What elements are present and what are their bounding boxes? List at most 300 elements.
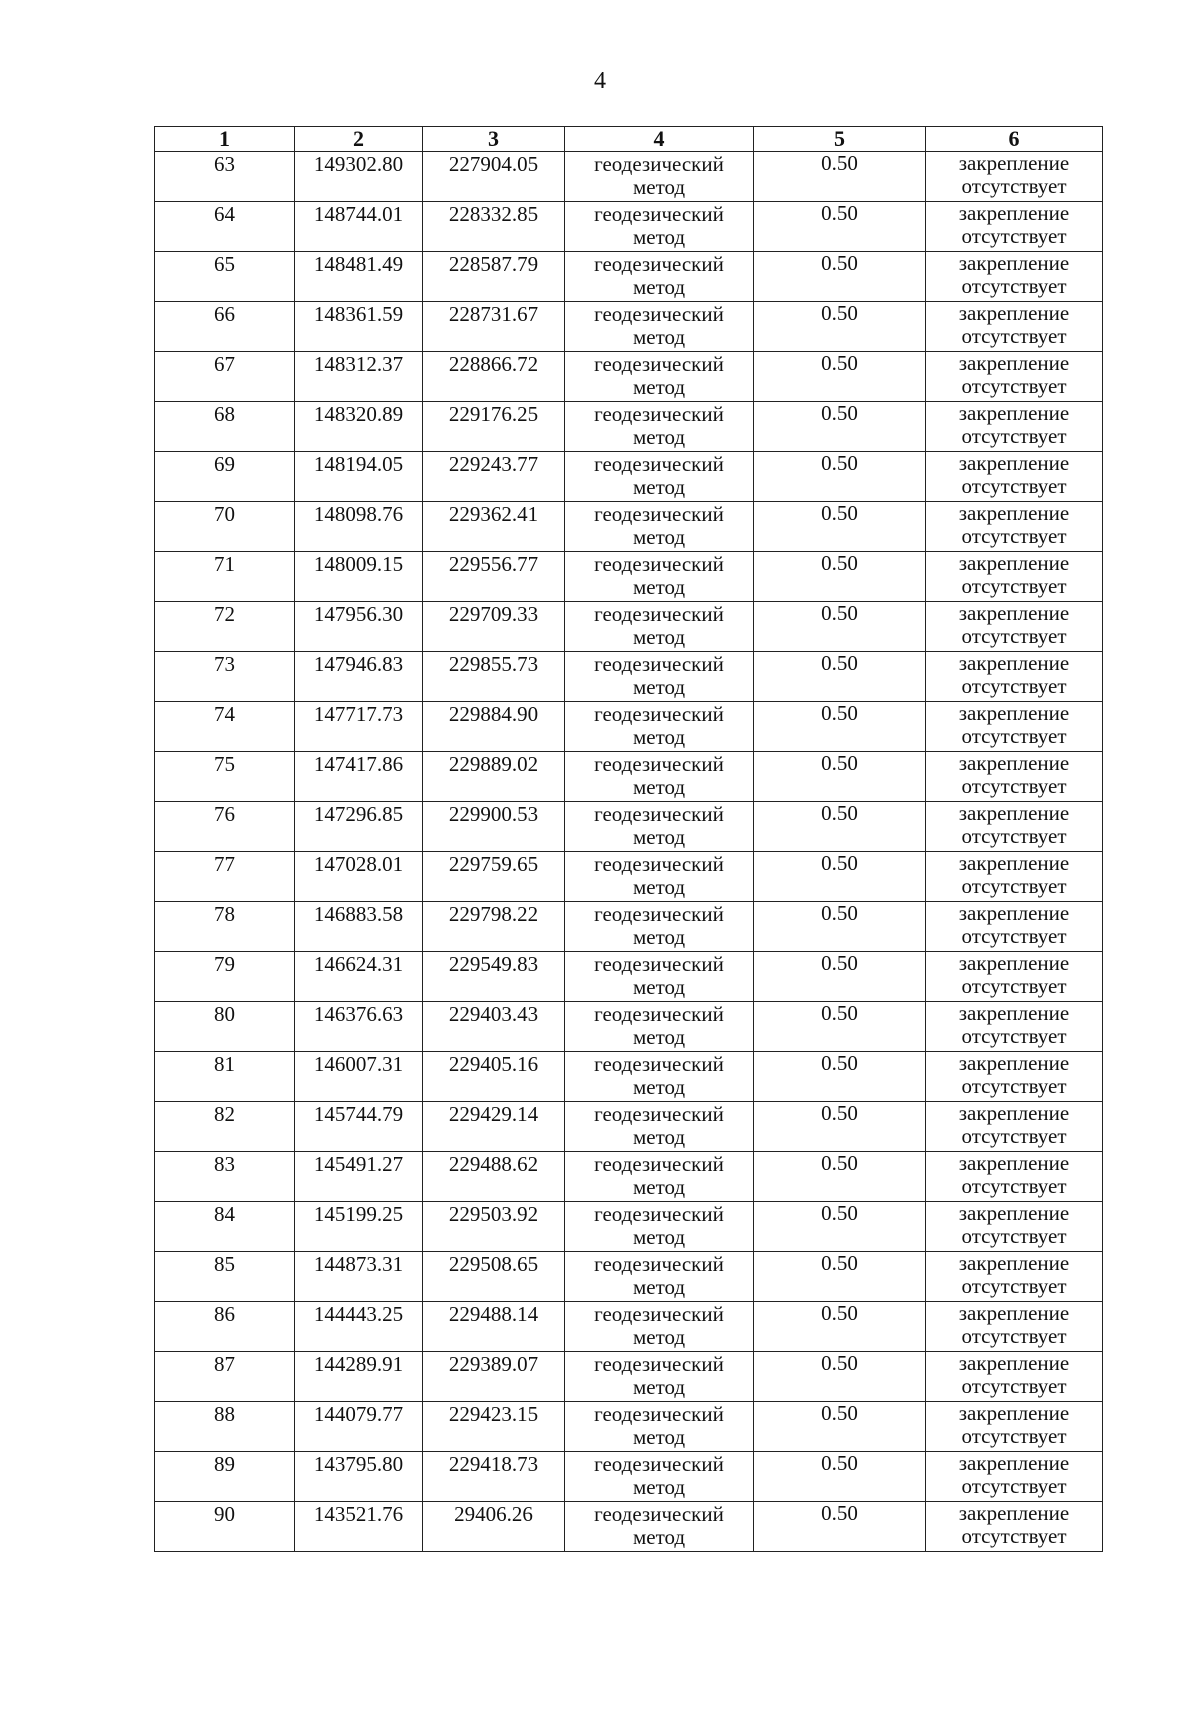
table-row: [155, 1352, 1103, 1402]
point-number-cell: [155, 702, 295, 752]
table-row: [155, 1452, 1103, 1502]
accuracy-cell: [754, 1102, 926, 1152]
x-coordinate-cell: [295, 802, 423, 852]
point-number-cell: [155, 1352, 295, 1402]
accuracy-value: 0.50: [821, 601, 858, 625]
x-coordinate: 149302.80: [313, 152, 404, 176]
fixation-line-2: отсутствует: [961, 1274, 1067, 1298]
fixation-cell: [926, 402, 1103, 452]
accuracy-cell: [754, 452, 926, 502]
method-cell: [565, 1302, 754, 1352]
method-cell: [565, 1102, 754, 1152]
point-number: 71: [214, 552, 235, 576]
column-header: 4: [565, 127, 754, 152]
x-coordinate: 148009.15: [313, 552, 404, 576]
table-row: [155, 452, 1103, 502]
accuracy-cell: [754, 1452, 926, 1502]
method-line-2: метод: [632, 325, 686, 349]
x-coordinate: 146007.31: [313, 1052, 404, 1076]
y-coordinate-cell: [423, 1202, 565, 1252]
table-row: [155, 1152, 1103, 1202]
x-coordinate-cell: [295, 452, 423, 502]
method-cell: [565, 1202, 754, 1252]
accuracy-value: 0.50: [821, 401, 858, 425]
x-coordinate-cell: [295, 1502, 423, 1552]
column-header: 5: [754, 127, 926, 152]
accuracy-cell: [754, 302, 926, 352]
fixation-cell: [926, 202, 1103, 252]
accuracy-cell: [754, 652, 926, 702]
y-coordinate-cell: [423, 1302, 565, 1352]
fixation-cell: [926, 1252, 1103, 1302]
fixation-line-2: отсутствует: [961, 424, 1067, 448]
point-number: 80: [214, 1002, 235, 1026]
table-row: [155, 302, 1103, 352]
accuracy-value: 0.50: [821, 951, 858, 975]
x-coordinate: 143521.76: [313, 1502, 404, 1526]
method-line-1: геодезический: [594, 502, 724, 526]
method-line-1: геодезический: [594, 852, 724, 876]
x-coordinate: 146624.31: [313, 952, 404, 976]
point-number-cell: [155, 402, 295, 452]
y-coordinate-cell: [423, 452, 565, 502]
fixation-line-1: закрепление: [958, 1351, 1070, 1375]
y-coordinate: 229855.73: [448, 652, 539, 676]
method-line-2: метод: [632, 275, 686, 299]
point-number-cell: [155, 1252, 295, 1302]
method-line-1: геодезический: [594, 702, 724, 726]
table-row: [155, 902, 1103, 952]
table-row: [155, 1202, 1103, 1252]
x-coordinate-cell: [295, 602, 423, 652]
fixation-line-1: закрепление: [958, 901, 1070, 925]
fixation-cell: [926, 752, 1103, 802]
point-number: 87: [214, 1352, 235, 1376]
point-number: 63: [214, 152, 235, 176]
point-number: 69: [214, 452, 235, 476]
y-coordinate-cell: [423, 1152, 565, 1202]
accuracy-value: 0.50: [821, 301, 858, 325]
y-coordinate: 229549.83: [448, 952, 539, 976]
y-coordinate: 229709.33: [448, 602, 539, 626]
point-number-cell: [155, 802, 295, 852]
y-coordinate: 228332.85: [448, 202, 539, 226]
accuracy-value: 0.50: [821, 201, 858, 225]
accuracy-value: 0.50: [821, 801, 858, 825]
table-row: [155, 752, 1103, 802]
x-coordinate: 148312.37: [313, 352, 404, 376]
y-coordinate-cell: [423, 1102, 565, 1152]
method-line-2: метод: [632, 825, 686, 849]
fixation-line-1: закрепление: [958, 1201, 1070, 1225]
x-coordinate: 147028.01: [313, 852, 404, 876]
y-coordinate: 227904.05: [448, 152, 539, 176]
point-number: 70: [214, 502, 235, 526]
method-cell: [565, 152, 754, 202]
page-number: 4: [594, 68, 606, 94]
column-header: 1: [155, 127, 295, 152]
method-cell: [565, 552, 754, 602]
y-coordinate-cell: [423, 1352, 565, 1402]
table-body: [155, 152, 1103, 1552]
y-coordinate-cell: [423, 402, 565, 452]
accuracy-cell: [754, 1402, 926, 1452]
accuracy-value: 0.50: [821, 1501, 858, 1525]
x-coordinate: 147946.83: [313, 652, 404, 676]
accuracy-cell: [754, 852, 926, 902]
point-number: 88: [214, 1402, 235, 1426]
table-row: [155, 1102, 1103, 1152]
point-number-cell: [155, 652, 295, 702]
accuracy-cell: [754, 1052, 926, 1102]
method-line-2: метод: [632, 1225, 686, 1249]
x-coordinate: 146883.58: [313, 902, 404, 926]
point-number-cell: [155, 1002, 295, 1052]
method-line-1: геодезический: [594, 402, 724, 426]
x-coordinate: 143795.80: [313, 1452, 404, 1476]
accuracy-cell: [754, 1202, 926, 1252]
fixation-cell: [926, 502, 1103, 552]
y-coordinate-cell: [423, 1452, 565, 1502]
table-row: [155, 252, 1103, 302]
accuracy-value: 0.50: [821, 901, 858, 925]
fixation-cell: [926, 1502, 1103, 1552]
column-header: 6: [926, 127, 1103, 152]
method-cell: [565, 652, 754, 702]
x-coordinate-cell: [295, 1152, 423, 1202]
method-line-2: метод: [632, 525, 686, 549]
method-cell: [565, 1402, 754, 1452]
x-coordinate: 148320.89: [313, 402, 404, 426]
method-line-2: метод: [632, 575, 686, 599]
fixation-line-1: закрепление: [958, 451, 1070, 475]
table-row: [155, 552, 1103, 602]
table-row: [155, 1402, 1103, 1452]
fixation-cell: [926, 652, 1103, 702]
method-cell: [565, 202, 754, 252]
fixation-line-1: закрепление: [958, 651, 1070, 675]
method-line-2: метод: [632, 1325, 686, 1349]
x-coordinate-cell: [295, 902, 423, 952]
fixation-line-2: отсутствует: [961, 624, 1067, 648]
x-coordinate: 144443.25: [313, 1302, 404, 1326]
accuracy-value: 0.50: [821, 501, 858, 525]
accuracy-cell: [754, 1302, 926, 1352]
accuracy-value: 0.50: [821, 1351, 858, 1375]
x-coordinate: 145744.79: [313, 1102, 404, 1126]
accuracy-value: 0.50: [821, 351, 858, 375]
fixation-cell: [926, 1052, 1103, 1102]
method-cell: [565, 452, 754, 502]
y-coordinate-cell: [423, 802, 565, 852]
table-row: [155, 952, 1103, 1002]
y-coordinate: 229503.92: [448, 1202, 539, 1226]
x-coordinate-cell: [295, 1252, 423, 1302]
method-cell: [565, 1502, 754, 1552]
point-number-cell: [155, 752, 295, 802]
point-number-cell: [155, 1302, 295, 1352]
fixation-line-1: закрепление: [958, 1151, 1070, 1175]
point-number-cell: [155, 202, 295, 252]
y-coordinate: 229759.65: [448, 852, 539, 876]
method-cell: [565, 402, 754, 452]
method-line-2: метод: [632, 375, 686, 399]
point-number: 78: [214, 902, 235, 926]
accuracy-value: 0.50: [821, 751, 858, 775]
x-coordinate-cell: [295, 1102, 423, 1152]
x-coordinate: 145199.25: [313, 1202, 404, 1226]
table-row: [155, 402, 1103, 452]
fixation-cell: [926, 802, 1103, 852]
method-line-1: геодезический: [594, 602, 724, 626]
x-coordinate: 146376.63: [313, 1002, 404, 1026]
y-coordinate-cell: [423, 1502, 565, 1552]
accuracy-value: 0.50: [821, 551, 858, 575]
x-coordinate: 147296.85: [313, 802, 404, 826]
x-coordinate-cell: [295, 502, 423, 552]
point-number-cell: [155, 1202, 295, 1252]
method-line-1: геодезический: [594, 1452, 724, 1476]
y-coordinate-cell: [423, 252, 565, 302]
method-line-1: геодезический: [594, 252, 724, 276]
accuracy-value: 0.50: [821, 1401, 858, 1425]
fixation-line-1: закрепление: [958, 1001, 1070, 1025]
method-cell: [565, 902, 754, 952]
fixation-line-2: отсутствует: [961, 574, 1067, 598]
y-coordinate: 229556.77: [448, 552, 539, 576]
table-row: [155, 202, 1103, 252]
method-line-1: геодезический: [594, 1302, 724, 1326]
fixation-line-2: отсутствует: [961, 1424, 1067, 1448]
point-number: 90: [214, 1502, 235, 1526]
y-coordinate: 228587.79: [448, 252, 539, 276]
y-coordinate-cell: [423, 702, 565, 752]
fixation-line-2: отсутствует: [961, 524, 1067, 548]
point-number: 85: [214, 1252, 235, 1276]
method-line-1: геодезический: [594, 752, 724, 776]
method-line-1: геодезический: [594, 1352, 724, 1376]
y-coordinate: 229429.14: [448, 1102, 539, 1126]
fixation-line-1: закрепление: [958, 301, 1070, 325]
fixation-line-2: отсутствует: [961, 374, 1067, 398]
fixation-line-2: отсутствует: [961, 474, 1067, 498]
point-number-cell: [155, 1402, 295, 1452]
x-coordinate-cell: [295, 402, 423, 452]
fixation-cell: [926, 602, 1103, 652]
x-coordinate-cell: [295, 1402, 423, 1452]
method-line-2: метод: [632, 1125, 686, 1149]
method-line-2: метод: [632, 875, 686, 899]
fixation-line-2: отсутствует: [961, 1074, 1067, 1098]
y-coordinate-cell: [423, 502, 565, 552]
method-line-1: геодезический: [594, 1052, 724, 1076]
fixation-line-1: закрепление: [958, 1251, 1070, 1275]
x-coordinate: 144289.91: [313, 1352, 404, 1376]
method-cell: [565, 302, 754, 352]
fixation-line-2: отсутствует: [961, 974, 1067, 998]
fixation-line-2: отсутствует: [961, 1124, 1067, 1148]
fixation-cell: [926, 1202, 1103, 1252]
point-number: 66: [214, 302, 235, 326]
accuracy-cell: [754, 252, 926, 302]
fixation-line-2: отсутствует: [961, 774, 1067, 798]
point-number: 84: [214, 1202, 235, 1226]
x-coordinate-cell: [295, 652, 423, 702]
point-number-cell: [155, 252, 295, 302]
y-coordinate-cell: [423, 552, 565, 602]
accuracy-cell: [754, 1252, 926, 1302]
y-coordinate: 29406.26: [454, 1502, 533, 1526]
accuracy-value: 0.50: [821, 851, 858, 875]
accuracy-value: 0.50: [821, 1001, 858, 1025]
y-coordinate: 229488.62: [448, 1152, 539, 1176]
fixation-cell: [926, 1302, 1103, 1352]
x-coordinate-cell: [295, 1052, 423, 1102]
point-number: 65: [214, 252, 235, 276]
accuracy-value: 0.50: [821, 651, 858, 675]
method-cell: [565, 1002, 754, 1052]
x-coordinate-cell: [295, 702, 423, 752]
method-cell: [565, 802, 754, 852]
method-line-1: геодезический: [594, 352, 724, 376]
accuracy-cell: [754, 1352, 926, 1402]
method-line-1: геодезический: [594, 1502, 724, 1526]
y-coordinate: 229243.77: [448, 452, 539, 476]
method-line-1: геодезический: [594, 1402, 724, 1426]
method-line-2: метод: [632, 1175, 686, 1199]
x-coordinate-cell: [295, 752, 423, 802]
x-coordinate: 145491.27: [313, 1152, 404, 1176]
coordinates-table: [154, 126, 1103, 1552]
fixation-line-1: закрепление: [958, 401, 1070, 425]
method-line-2: метод: [632, 1525, 686, 1549]
accuracy-value: 0.50: [821, 1451, 858, 1475]
y-coordinate: 229176.25: [448, 402, 539, 426]
table-row: [155, 1502, 1103, 1552]
method-line-1: геодезический: [594, 902, 724, 926]
y-coordinate-cell: [423, 1002, 565, 1052]
accuracy-cell: [754, 602, 926, 652]
fixation-line-1: закрепление: [958, 1451, 1070, 1475]
fixation-cell: [926, 1352, 1103, 1402]
y-coordinate: 229423.15: [448, 1402, 539, 1426]
method-line-2: метод: [632, 975, 686, 999]
accuracy-value: 0.50: [821, 251, 858, 275]
y-coordinate: 229405.16: [448, 1052, 539, 1076]
point-number-cell: [155, 552, 295, 602]
fixation-line-1: закрепление: [958, 951, 1070, 975]
accuracy-value: 0.50: [821, 1151, 858, 1175]
fixation-cell: [926, 902, 1103, 952]
method-line-2: метод: [632, 775, 686, 799]
fixation-cell: [926, 1402, 1103, 1452]
method-line-1: геодезический: [594, 1152, 724, 1176]
method-line-2: метод: [632, 1025, 686, 1049]
x-coordinate: 148481.49: [313, 252, 404, 276]
method-line-1: геодезический: [594, 202, 724, 226]
fixation-cell: [926, 1102, 1103, 1152]
fixation-line-2: отсутствует: [961, 1024, 1067, 1048]
point-number: 79: [214, 952, 235, 976]
accuracy-cell: [754, 1152, 926, 1202]
x-coordinate: 148361.59: [313, 302, 404, 326]
accuracy-value: 0.50: [821, 1051, 858, 1075]
table-row: [155, 702, 1103, 752]
x-coordinate: 147717.73: [313, 702, 404, 726]
accuracy-value: 0.50: [821, 151, 858, 175]
y-coordinate: 229900.53: [448, 802, 539, 826]
fixation-line-1: закрепление: [958, 201, 1070, 225]
method-line-1: геодезический: [594, 1102, 724, 1126]
method-line-1: геодезический: [594, 652, 724, 676]
fixation-line-1: закрепление: [958, 1501, 1070, 1525]
point-number: 77: [214, 852, 235, 876]
method-line-2: метод: [632, 175, 686, 199]
y-coordinate-cell: [423, 152, 565, 202]
point-number: 73: [214, 652, 235, 676]
method-line-1: геодезический: [594, 1002, 724, 1026]
point-number: 67: [214, 352, 235, 376]
fixation-line-2: отсутствует: [961, 324, 1067, 348]
fixation-line-1: закрепление: [958, 151, 1070, 175]
y-coordinate: 228866.72: [448, 352, 539, 376]
accuracy-value: 0.50: [821, 451, 858, 475]
fixation-line-1: закрепление: [958, 351, 1070, 375]
fixation-line-2: отсутствует: [961, 874, 1067, 898]
fixation-line-1: закрепление: [958, 701, 1070, 725]
point-number: 64: [214, 202, 235, 226]
method-line-1: геодезический: [594, 952, 724, 976]
table-row: [155, 652, 1103, 702]
method-line-1: геодезический: [594, 452, 724, 476]
column-header: 3: [423, 127, 565, 152]
method-line-2: метод: [632, 625, 686, 649]
accuracy-cell: [754, 1002, 926, 1052]
point-number: 81: [214, 1052, 235, 1076]
method-line-2: метод: [632, 675, 686, 699]
fixation-line-1: закрепление: [958, 251, 1070, 275]
method-line-1: геодезический: [594, 1202, 724, 1226]
y-coordinate-cell: [423, 902, 565, 952]
x-coordinate: 147417.86: [313, 752, 404, 776]
x-coordinate: 147956.30: [313, 602, 404, 626]
accuracy-value: 0.50: [821, 701, 858, 725]
y-coordinate-cell: [423, 202, 565, 252]
method-cell: [565, 1152, 754, 1202]
point-number: 72: [214, 602, 235, 626]
table-row: [155, 1052, 1103, 1102]
y-coordinate-cell: [423, 1402, 565, 1452]
fixation-line-2: отсутствует: [961, 174, 1067, 198]
method-cell: [565, 1352, 754, 1402]
point-number-cell: [155, 1152, 295, 1202]
point-number-cell: [155, 1502, 295, 1552]
table-row: [155, 502, 1103, 552]
accuracy-cell: [754, 1502, 926, 1552]
x-coordinate-cell: [295, 1302, 423, 1352]
point-number: 82: [214, 1102, 235, 1126]
y-coordinate-cell: [423, 1052, 565, 1102]
method-line-2: метод: [632, 1425, 686, 1449]
x-coordinate-cell: [295, 1202, 423, 1252]
method-line-2: метод: [632, 1475, 686, 1499]
point-number-cell: [155, 152, 295, 202]
fixation-line-2: отсутствует: [961, 1374, 1067, 1398]
point-number: 83: [214, 1152, 235, 1176]
table-header-row: [155, 127, 1103, 152]
accuracy-cell: [754, 752, 926, 802]
point-number-cell: [155, 1052, 295, 1102]
